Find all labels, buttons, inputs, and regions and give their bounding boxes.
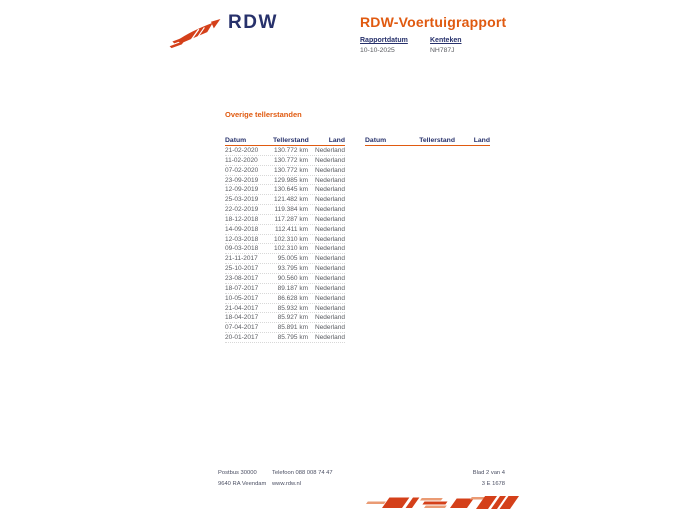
footer-contact xyxy=(272,468,333,490)
table-row xyxy=(225,244,345,254)
footer-city: 9640 RA Veendam xyxy=(218,481,267,487)
column-header-tellerstand: Tellerstand xyxy=(419,137,455,144)
table-row xyxy=(225,185,345,195)
license-plate-label: Kenteken xyxy=(430,37,462,44)
country-cell: Nederland xyxy=(315,304,345,312)
date-cell: 07-02-2020 xyxy=(225,166,259,174)
date-cell: 22-02-2019 xyxy=(225,206,259,214)
footer-phone: Telefoon 088 008 74 47 xyxy=(272,470,333,476)
column-header-datum: Datum xyxy=(225,137,247,144)
table-row xyxy=(225,205,345,215)
country-cell: Nederland xyxy=(315,176,345,184)
country-cell: Nederland xyxy=(315,294,345,302)
odometer-cell: 112.411 km xyxy=(274,225,308,233)
footer-website: www.rdw.nl xyxy=(272,481,301,487)
odometer-cell: 85.891 km xyxy=(277,324,308,332)
table-row xyxy=(225,304,345,314)
left-table-body xyxy=(225,146,345,343)
odometer-cell: 129.985 km xyxy=(274,176,308,184)
country-cell: Nederland xyxy=(315,215,345,223)
date-cell: 21-02-2020 xyxy=(225,147,259,154)
report-meta xyxy=(360,37,500,54)
odometer-cell: 130.645 km xyxy=(274,186,308,194)
column-header-tellerstand: Tellerstand xyxy=(273,137,309,144)
odometer-cell: 86.628 km xyxy=(277,294,308,302)
page-title: RDW-Voertuigrapport xyxy=(360,14,507,30)
license-plate-value: NH787J xyxy=(430,46,455,54)
date-cell: 09-03-2018 xyxy=(225,245,259,253)
report-date-field xyxy=(360,37,430,54)
country-cell: Nederland xyxy=(315,225,345,233)
country-cell: Nederland xyxy=(315,206,345,214)
date-cell: 25-03-2019 xyxy=(225,196,259,204)
country-cell: Nederland xyxy=(315,186,345,194)
rdw-logo-wordmark: RDW xyxy=(228,12,278,33)
country-cell: Nederland xyxy=(315,147,345,154)
table-row xyxy=(225,156,345,166)
footer-postbus: Postbus 30000 xyxy=(218,470,257,476)
table-row xyxy=(225,176,345,186)
table-row xyxy=(225,215,345,225)
country-cell: Nederland xyxy=(315,284,345,292)
country-cell: Nederland xyxy=(315,334,345,342)
country-cell: Nederland xyxy=(315,324,345,332)
report-date-label: Rapportdatum xyxy=(360,37,408,44)
table-row xyxy=(225,264,345,274)
country-cell: Nederland xyxy=(315,255,345,263)
country-cell: Nederland xyxy=(315,274,345,282)
decorative-stripes-icon xyxy=(360,495,520,511)
date-cell: 18-12-2018 xyxy=(225,215,259,223)
odometer-cell: 117.287 km xyxy=(274,215,308,223)
section-title: Overige tellerstanden xyxy=(225,110,302,119)
date-cell: 14-09-2018 xyxy=(225,225,259,233)
date-cell: 12-03-2018 xyxy=(225,235,259,243)
odometer-cell: 89.187 km xyxy=(277,284,308,292)
table-row xyxy=(225,166,345,176)
table-header-row xyxy=(365,136,490,146)
footer-address xyxy=(218,468,266,490)
date-cell: 21-11-2017 xyxy=(225,255,258,263)
table-row xyxy=(225,323,345,333)
odometer-cell: 95.005 km xyxy=(277,255,308,263)
table-row xyxy=(225,146,345,156)
odometer-cell: 130.772 km xyxy=(274,166,308,174)
date-cell: 10-05-2017 xyxy=(225,294,259,302)
table-header-row xyxy=(225,136,345,146)
date-cell: 23-09-2019 xyxy=(225,176,259,184)
date-cell: 18-04-2017 xyxy=(225,314,259,322)
country-cell: Nederland xyxy=(315,314,345,322)
odometer-table-left xyxy=(225,136,345,343)
country-cell: Nederland xyxy=(315,196,345,204)
table-row xyxy=(225,225,345,235)
license-plate-field xyxy=(430,37,500,54)
date-cell: 21-04-2017 xyxy=(225,304,259,312)
country-cell: Nederland xyxy=(315,235,345,243)
table-row xyxy=(225,294,345,304)
footer-pagination xyxy=(385,468,505,490)
footer-doc-code: 3 E 1678 xyxy=(481,481,505,487)
date-cell: 20-01-2017 xyxy=(225,334,259,342)
column-header-land: Land xyxy=(328,137,345,144)
odometer-table-right xyxy=(365,136,490,146)
date-cell: 07-04-2017 xyxy=(225,324,259,332)
odometer-cell: 85.795 km xyxy=(277,334,308,342)
odometer-cell: 93.795 km xyxy=(277,265,308,273)
table-row xyxy=(225,274,345,284)
table-row xyxy=(225,333,345,343)
date-cell: 12-09-2019 xyxy=(225,186,259,194)
report-date-value: 10-10-2025 xyxy=(360,46,395,54)
odometer-cell: 121.482 km xyxy=(274,196,308,204)
odometer-cell: 119.384 km xyxy=(274,206,308,214)
country-cell: Nederland xyxy=(315,265,345,273)
country-cell: Nederland xyxy=(315,166,345,174)
country-cell: Nederland xyxy=(315,156,345,164)
column-header-land: Land xyxy=(473,137,490,144)
date-cell: 18-07-2017 xyxy=(225,284,259,292)
odometer-cell: 102.310 km xyxy=(274,245,308,253)
odometer-cell: 130.772 km xyxy=(274,147,308,154)
table-row xyxy=(225,195,345,205)
odometer-cell: 130.772 km xyxy=(274,156,308,164)
table-row xyxy=(225,284,345,294)
odometer-cell: 102.310 km xyxy=(274,235,308,243)
table-row xyxy=(225,235,345,245)
table-row xyxy=(225,313,345,323)
odometer-cell: 90.560 km xyxy=(277,274,308,282)
column-header-datum: Datum xyxy=(365,137,387,144)
date-cell: 25-10-2017 xyxy=(225,265,259,273)
odometer-cell: 85.927 km xyxy=(277,314,308,322)
rdw-logo-icon xyxy=(168,18,222,50)
table-row xyxy=(225,254,345,264)
footer-page-number: Blad 2 van 4 xyxy=(472,470,505,476)
date-cell: 23-08-2017 xyxy=(225,274,259,282)
date-cell: 11-02-2020 xyxy=(225,156,258,164)
country-cell: Nederland xyxy=(315,245,345,253)
odometer-cell: 85.932 km xyxy=(277,304,308,312)
